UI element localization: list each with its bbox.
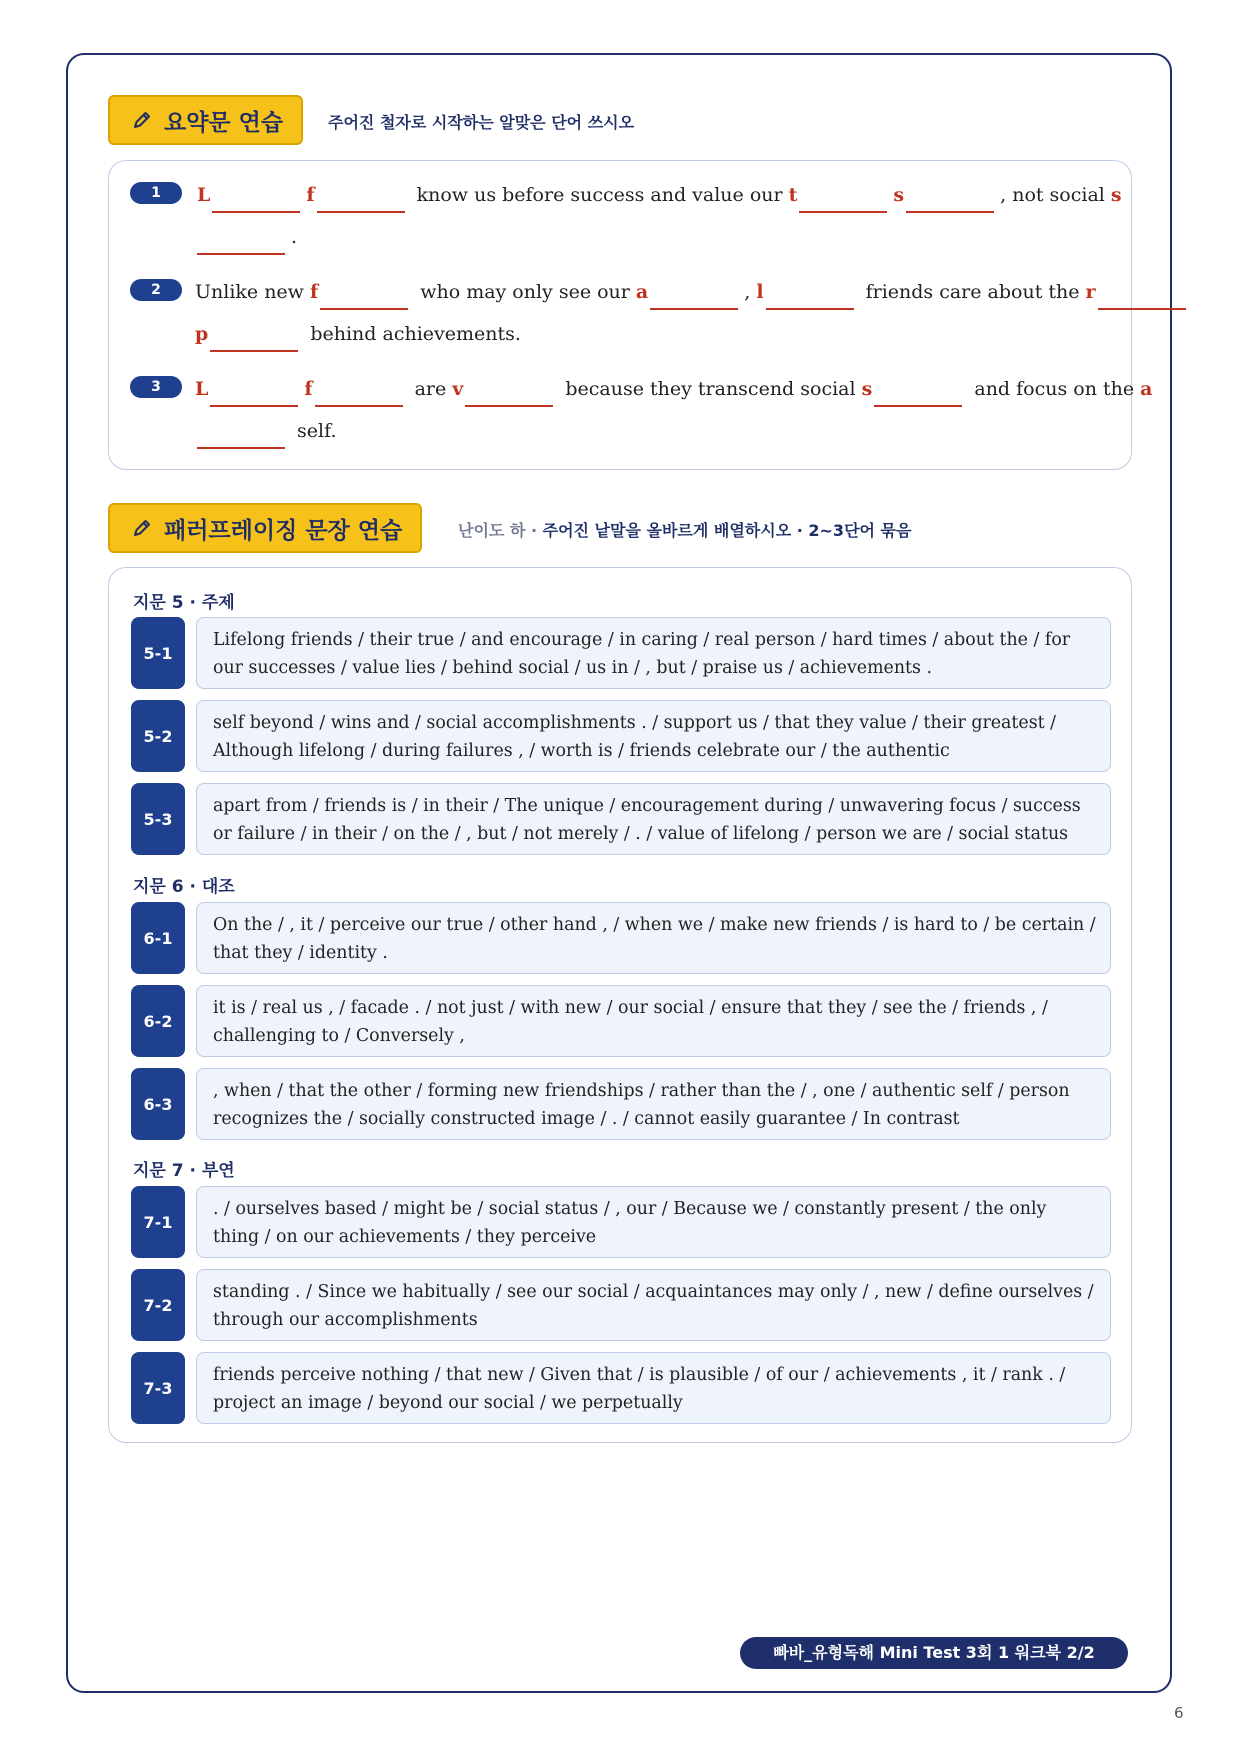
hint-letter: f [306, 184, 315, 206]
row-id-tag: 6-1 [131, 902, 185, 974]
summary-text: are [408, 378, 453, 400]
summary-text: , [744, 281, 757, 303]
pencil-icon [132, 110, 152, 130]
hint-letter: p [195, 323, 209, 345]
group-title: 지문 7 · 부연 [133, 1161, 235, 1181]
paraphrase-instruction: 난이도 하 · 주어진 낱말을 올바르게 배열하시오 · 2~3단어 묶음 [458, 521, 912, 540]
summary-text: behind achievements. [304, 323, 521, 345]
row-id-tag: 5-2 [131, 700, 185, 772]
hint-letter: a [635, 281, 649, 303]
word-chunks: friends perceive nothing / that new / Given that / is plausible / of our / achievements , it / rank . / project an image / beyond our social / we perpetually [196, 1352, 1111, 1424]
answer-blank [317, 189, 405, 213]
answer-blank [210, 328, 298, 352]
summary-line [195, 323, 1110, 352]
answer-blank [650, 286, 738, 310]
group-title: 지문 5 · 주제 [133, 593, 235, 613]
hint-letter: L [195, 378, 209, 400]
answer-blank [212, 189, 300, 213]
arrange-row [131, 617, 1111, 689]
item-number-badge: 1 [130, 182, 182, 204]
answer-blank [465, 383, 553, 407]
row-id-tag: 5-1 [131, 617, 185, 689]
word-chunks: it is / real us , / facade . / not just / with new / our social / ensure that they / see the / friends , / challenging to / Conversely , [196, 985, 1111, 1057]
row-id-tag: 7-3 [131, 1352, 185, 1424]
hint-letter: l [756, 281, 764, 303]
answer-blank [197, 231, 285, 255]
hint-letter: v [452, 378, 464, 400]
arrange-row [131, 700, 1111, 772]
hint-letter: t [788, 184, 798, 206]
summary-instruction: 주어진 철자로 시작하는 알맞은 단어 쓰시오 [328, 113, 635, 132]
hint-letter: a [1140, 378, 1153, 400]
page-number: 6 [1174, 1704, 1184, 1722]
answer-blank [799, 189, 887, 213]
summary-line [195, 420, 1110, 449]
word-chunks: . / ourselves based / might be / social status / , our / Because we / constantly present / the only thing / on our achievements / they perceive [196, 1186, 1111, 1258]
answer-blank [197, 425, 285, 449]
arrange-row [131, 783, 1111, 855]
hint-letter: r [1085, 281, 1096, 303]
summary-text: . [291, 226, 298, 248]
summary-text: self. [291, 420, 337, 442]
hint-letter: f [304, 378, 313, 400]
arrange-row [131, 1269, 1111, 1341]
summary-line [197, 184, 1122, 213]
hint-letter: s [893, 184, 905, 206]
difficulty-label: 난이도 하 · [458, 521, 543, 540]
arrange-row [131, 1352, 1111, 1424]
summary-text: and focus on the [968, 378, 1141, 400]
arrange-row [131, 1186, 1111, 1258]
word-chunks: apart from / friends is / in their / The unique / encouragement during / unwavering focus / success or failure / in their / on the / , but / not merely / . / value of lifelong / person we are / social status [196, 783, 1111, 855]
summary-line [195, 281, 1110, 310]
answer-blank [874, 383, 962, 407]
summary-text: know us before success and value our [410, 184, 789, 206]
word-chunks: self beyond / wins and / social accomplishments . / support us / that they value / their greatest / Although lifelong / during failures , / worth is / friends celebrate our / the authentic [196, 700, 1111, 772]
paraphrase-title-text: 패러프레이징 문장 연습 [164, 517, 403, 544]
answer-blank [210, 383, 298, 407]
hint-letter: L [197, 184, 211, 206]
summary-section-title [108, 95, 303, 145]
paraphrase-section-title [108, 503, 422, 553]
item-number-badge: 3 [130, 376, 182, 398]
summary-line [195, 226, 1110, 255]
summary-line [195, 378, 1153, 407]
answer-blank [315, 383, 403, 407]
hint-letter: s [1110, 184, 1122, 206]
arrange-row [131, 1068, 1111, 1140]
summary-text: friends care about the [859, 281, 1086, 303]
row-id-tag: 7-1 [131, 1186, 185, 1258]
word-chunks: , when / that the other / forming new friendships / rather than the / , one / authentic self / person recognizes the / socially constructed image / . / cannot easily guarantee / In contrast [196, 1068, 1111, 1140]
summary-text: who may only see our [414, 281, 636, 303]
word-chunks: standing . / Since we habitually / see our social / acquaintances may only / , new / define ourselves / through our accomplishments [196, 1269, 1111, 1341]
hint-letter: f [309, 281, 319, 303]
item-number-badge: 2 [130, 279, 182, 301]
summary-text: Unlike new [195, 281, 310, 303]
summary-text: , not social [1000, 184, 1111, 206]
answer-blank [1098, 286, 1186, 310]
footer-label: 빠바_유형독해 Mini Test 3회 1 워크북 2/2 [740, 1637, 1128, 1669]
pencil-icon [132, 518, 152, 538]
row-id-tag: 6-3 [131, 1068, 185, 1140]
summary-title-text: 요약문 연습 [164, 109, 284, 136]
row-id-tag: 7-2 [131, 1269, 185, 1341]
arrange-row [131, 985, 1111, 1057]
summary-text: because they transcend social [559, 378, 862, 400]
word-chunks: On the / , it / perceive our true / other hand , / when we / make new friends / is hard to / be certain / that they / identity . [196, 902, 1111, 974]
answer-blank [906, 189, 994, 213]
hint-letter: s [861, 378, 873, 400]
row-id-tag: 6-2 [131, 985, 185, 1057]
row-id-tag: 5-3 [131, 783, 185, 855]
answer-blank [320, 286, 408, 310]
arrange-row [131, 902, 1111, 974]
answer-blank [766, 286, 854, 310]
group-title: 지문 6 · 대조 [133, 877, 235, 897]
word-chunks: Lifelong friends / their true / and encourage / in caring / real person / hard times / about the / for our successes / value lies / behind social / us in / , but / praise us / achievements . [196, 617, 1111, 689]
